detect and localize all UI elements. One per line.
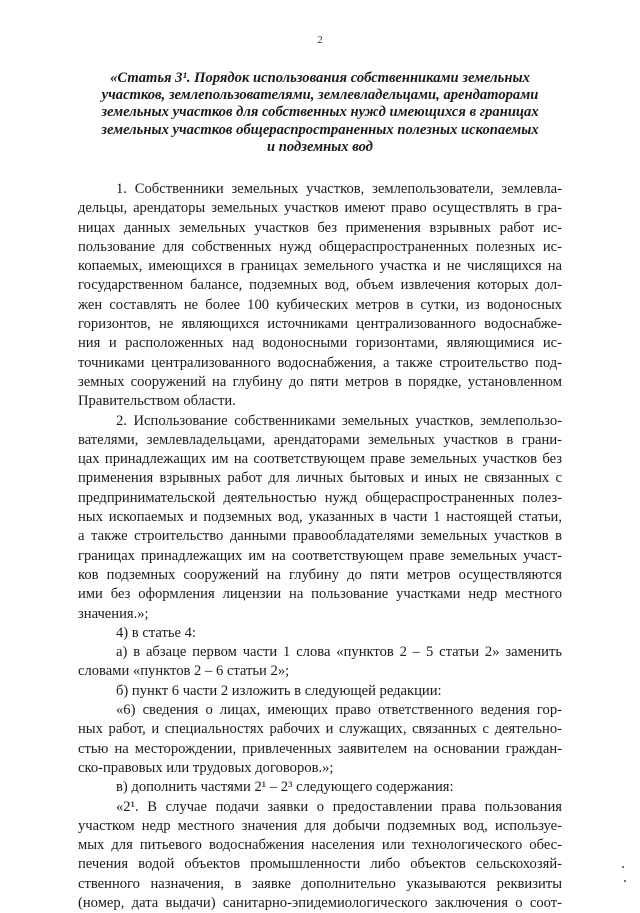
body-line: в) дополнить частями 2¹ – 2³ следующего содержания: <box>116 779 454 796</box>
body-line: предпринимательской деятельностью нужд общераспространенных полез- <box>78 489 562 506</box>
body-line: ния и расположенных над водоносными горизонтами, являющимися ис- <box>78 335 562 352</box>
body-line: а) в абзаце первом части 1 слова «пунктов 2 – 5 статьи 2» заменить <box>116 644 562 661</box>
body-line: границах принадлежащих им на соответствующем праве земельных участ- <box>78 547 562 564</box>
body-line: цах принадлежащих им на соответствующем праве земельных участков без <box>78 451 562 468</box>
body-line: а также строительство данными правообладателями земельных участков в <box>78 528 562 545</box>
body-line: печения водой объектов промышленности либо объектов сельскохозяй- <box>78 856 562 873</box>
body-line: 1. Собственники земельных участков, землепользователи, землевла- <box>116 181 562 197</box>
body-line: земных сооружений на глубину до пяти метров в порядке, установленном <box>78 373 562 390</box>
body-line: пользование для собственных нужд общераспространенных полезных ис- <box>78 238 562 255</box>
body-line: б) пункт 6 части 2 изложить в следующей редакции: <box>116 682 442 699</box>
body-line: ственного назначения, в заявке дополнительно указываются реквизиты <box>78 875 562 892</box>
heading-line: земельных участков общераспространенных полезных ископаемых <box>101 121 539 138</box>
body-line: «2¹. В случае подачи заявки о предоставлении права пользования <box>116 798 562 815</box>
body-line: значения.»; <box>78 605 149 622</box>
body-line: ими без оформления лицензии на пользование участками недр местного <box>78 586 562 603</box>
article-body <box>78 180 562 913</box>
body-line: ско-правовых или трудовых договоров.»; <box>78 759 334 776</box>
scan-speck <box>622 866 624 868</box>
scan-speck <box>624 880 626 882</box>
body-line: ных ископаемых и подземных вод, указанных в части 1 настоящей статьи, <box>78 509 562 526</box>
heading-line: участков, землепользователями, землевладельцами, арендаторами <box>101 87 539 104</box>
article-heading <box>78 70 562 156</box>
body-line: 2. Использование собственниками земельных участков, землепользо- <box>116 412 562 429</box>
body-line: словами «пунктов 2 – 6 статьи 2»; <box>78 663 290 680</box>
body-line: дельцы, арендаторы земельных участков имеют право осуществлять в гра- <box>78 200 562 217</box>
heading-line: «Статья 3¹. Порядок использования собственниками земельных <box>110 70 530 86</box>
body-line: копаемых, имеющихся в границах земельного участка и не числящихся на <box>78 258 562 275</box>
body-line: ков подземных сооружений на глубину до пяти метров осуществляются <box>78 566 562 583</box>
body-line: горизонтов, не являющихся источниками централизованного водоснабже- <box>78 316 562 333</box>
body-line: Правительством области. <box>78 393 236 410</box>
body-line: участком недр местного значения для добычи подземных вод, используе- <box>78 817 562 834</box>
body-line: применения взрывных работ для личных бытовых и иных не связанных с <box>78 470 562 487</box>
body-line: жен составлять не более 100 кубических метров в сутки, из водоносных <box>78 296 562 313</box>
body-line: «6) сведения о лицах, имеющих право ответственного ведения гор- <box>116 702 562 719</box>
body-line: ницах данных земельных участков без применения взрывных работ ис- <box>78 219 562 236</box>
body-line: точниками централизованного водоснабжения, а также строительство под- <box>78 354 562 371</box>
body-line: ных работ, и специальностях рабочих и служащих, связанных с деятельно- <box>78 721 562 738</box>
body-line: вателями, землевладельцами, арендаторами земельных участков в грани- <box>78 431 562 448</box>
heading-line: земельных участков для собственных нужд имеющихся в границах <box>101 104 539 121</box>
body-line: мых для питьевого водоснабжения населения или технологического обес- <box>78 837 562 854</box>
body-line: (номер, дата выдачи) санитарно-эпидемиологического заключения о соот- <box>78 894 562 911</box>
heading-line: и подземных вод <box>267 138 373 155</box>
page-number: 2 <box>317 34 323 46</box>
body-line: 4) в статье 4: <box>116 624 196 641</box>
body-line: стью на месторождении, привлеченных заявителем на основании граждан- <box>78 740 562 757</box>
body-line: государственном балансе, подземных вод, объем извлечения которых дол- <box>78 277 562 294</box>
